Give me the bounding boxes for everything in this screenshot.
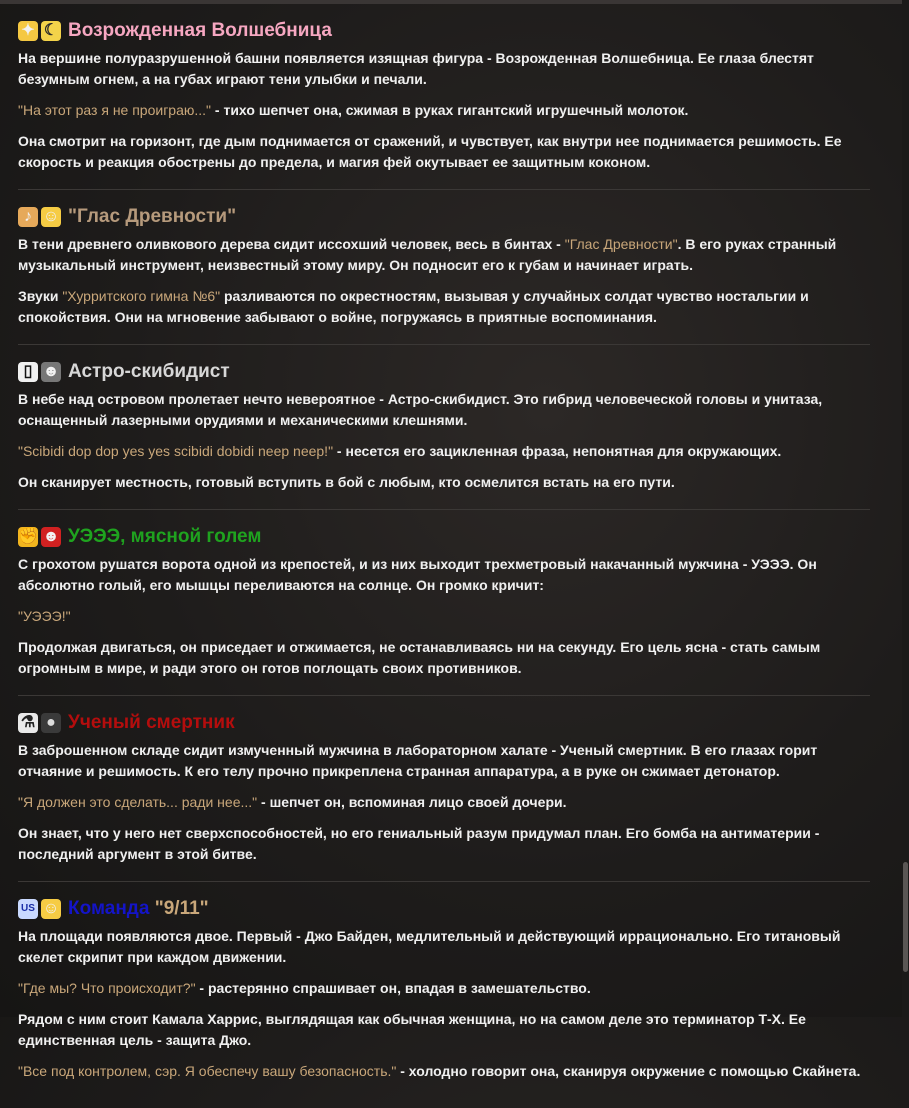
- paragraph: На вершине полуразрушенной башни появляется изящная фигура - Возрожденная Волшебница. Ее глаза блестят безумным огнем, а на губах играют тени улыбки и печали.: [18, 50, 814, 87]
- us-flag-icon: US: [18, 899, 38, 919]
- message-content: [18, 14, 870, 1108]
- paragraph: [18, 978, 870, 999]
- paragraph-text: - тихо шепчет она, сжимая в руках гигантский игрушечный молоток.: [211, 102, 689, 118]
- paragraph: С грохотом рушатся ворота одной из крепостей, и из них выходит трехметровый накачанный мужчина - УЭЭЭ. Он абсолютно голый, его мышцы переливаются на солнце. Он громко кричит:: [18, 556, 817, 593]
- section-title: [18, 892, 870, 926]
- test-tube-icon: ⚗: [18, 713, 38, 733]
- quote: "На этот раз я не проиграю...": [18, 102, 212, 118]
- character-section: [18, 520, 870, 696]
- paragraph-text: - холодно говорит она, сканируя окружение с помощью Скайнета.: [396, 1063, 861, 1079]
- top-border: [0, 0, 909, 4]
- quote: "Глас Древности": [564, 236, 678, 252]
- old-man-icon: ☺: [42, 208, 60, 225]
- paragraph: В заброшенном складе сидит измученный мужчина в лабораторном халате - Ученый смертник. В его глазах горит отчаяние и решимость. К его телу прочно прикреплена странная аппаратура, а в руке он сжимает детонатор.: [18, 742, 818, 779]
- paragraph: На площади появляются двое. Первый - Джо Байден, медлительный и действующий иррационально. Его титановый скелет скрипит при каждом движении.: [18, 928, 841, 965]
- fairy-icon: ✦: [18, 21, 38, 41]
- old-man-icon: ☺: [42, 900, 60, 917]
- paragraph-text: - несется его зацикленная фраза, непонятная для окружающих.: [333, 443, 782, 459]
- character-section: [18, 706, 870, 882]
- paragraph: [18, 100, 870, 121]
- paragraph: [18, 1061, 870, 1082]
- scrollbar[interactable]: [902, 0, 909, 1017]
- paragraph-text: В тени древнего оливкового дерева сидит иссохший человек, весь в бинтах -: [18, 236, 565, 252]
- section-title: [18, 200, 870, 234]
- section-title: [18, 14, 870, 48]
- character-section: [18, 14, 870, 190]
- section-title: [18, 706, 870, 740]
- paragraph-text: разливаются по окрестностям, вызывая у случайных солдат чувство ностальгии и спокойствия. Они на мгновение забывают о войне, погружаясь в приятные воспоминания.: [18, 288, 809, 325]
- paragraph: Он знает, что у него нет сверхспособностей, но его гениальный разум придумал план. Его бомба на антиматерии - последний аргумент в этой битве.: [18, 825, 820, 862]
- character-name: [68, 898, 209, 920]
- quote: "Я должен это сделать... ради нее...": [18, 794, 258, 810]
- paragraph-text: - растерянно спрашивает он, впадая в замешательство.: [195, 980, 591, 996]
- section-title: [18, 520, 870, 554]
- paragraph: [18, 792, 870, 813]
- paragraph: Она смотрит на горизонт, где дым поднимается от сражений, и чувствует, как внутри нее поднимается решимость. Ее скорость и реакция обострены до предела, и магия фей окутывает ее защитным коконом.: [18, 133, 842, 170]
- paragraph: [18, 286, 870, 328]
- team-label: Команда: [68, 898, 155, 919]
- character-section: [18, 200, 870, 345]
- moon-icon: ☾: [41, 21, 61, 41]
- bomb-icon: ●: [41, 713, 61, 733]
- character-section: [18, 892, 870, 1098]
- quote: "Где мы? Что происходит?": [18, 980, 196, 996]
- music-score-icon: ♪: [18, 207, 38, 227]
- character-name: Возрожденная Волшебница: [68, 20, 332, 41]
- paragraph: Он сканирует местность, готовый вступить в бой с любым, кто осмелится встать на его пути.: [18, 474, 675, 490]
- character-name: "Глас Древности": [68, 206, 237, 227]
- paragraph: Продолжая двигаться, он приседает и отжимается, не останавливаясь ни на секунду. Его цель ясна - стать самым огромным в мире, и ради этого он готов поглощать своих противников.: [18, 639, 821, 676]
- paragraph-text: Звуки: [18, 288, 63, 304]
- character-name: Астро-скибидист: [68, 361, 230, 382]
- paragraph: [18, 441, 870, 462]
- paragraph-text: - шепчет он, вспоминая лицо своей дочери.: [257, 794, 567, 810]
- quote: "Scibidi dop dop yes yes scibidi dobidi neep neep!": [18, 443, 334, 459]
- scrollbar-thumb[interactable]: [903, 862, 908, 972]
- paragraph: [18, 606, 870, 627]
- character-name: УЭЭЭ, мясной голем: [68, 526, 262, 547]
- paragraph: Рядом с ним стоит Камала Харрис, выглядящая как обычная женщина, но на самом деле это терминатор Т-Х. Ее единственная цель - защита Джо.: [18, 1011, 806, 1048]
- character-name: Ученый смертник: [68, 712, 235, 733]
- ogre-icon: ☻: [42, 528, 60, 545]
- section-title: [18, 355, 870, 389]
- astronaut-icon: ☻: [42, 363, 60, 380]
- paragraph: В небе над островом пролетает нечто невероятное - Астро-скибидист. Это гибрид человеческой головы и унитаза, оснащенный лазерными орудиями и механическими клешнями.: [18, 391, 823, 428]
- paragraph-text: . В его руках странный музыкальный инструмент, неизвестный этому миру. Он подносит его к губам и начинает играть.: [18, 236, 837, 273]
- quote: "УЭЭЭ!": [18, 608, 71, 624]
- quote: "Хурритского гимна №6": [62, 288, 221, 304]
- quote: "Все под контролем, сэр. Я обеспечу вашу безопасность.": [18, 1063, 397, 1079]
- flexed-biceps-icon: ✊: [18, 528, 38, 545]
- toilet-icon: ▯: [18, 362, 38, 382]
- paragraph: [18, 234, 870, 276]
- character-section: [18, 355, 870, 510]
- team-name: "9/11": [154, 898, 209, 919]
